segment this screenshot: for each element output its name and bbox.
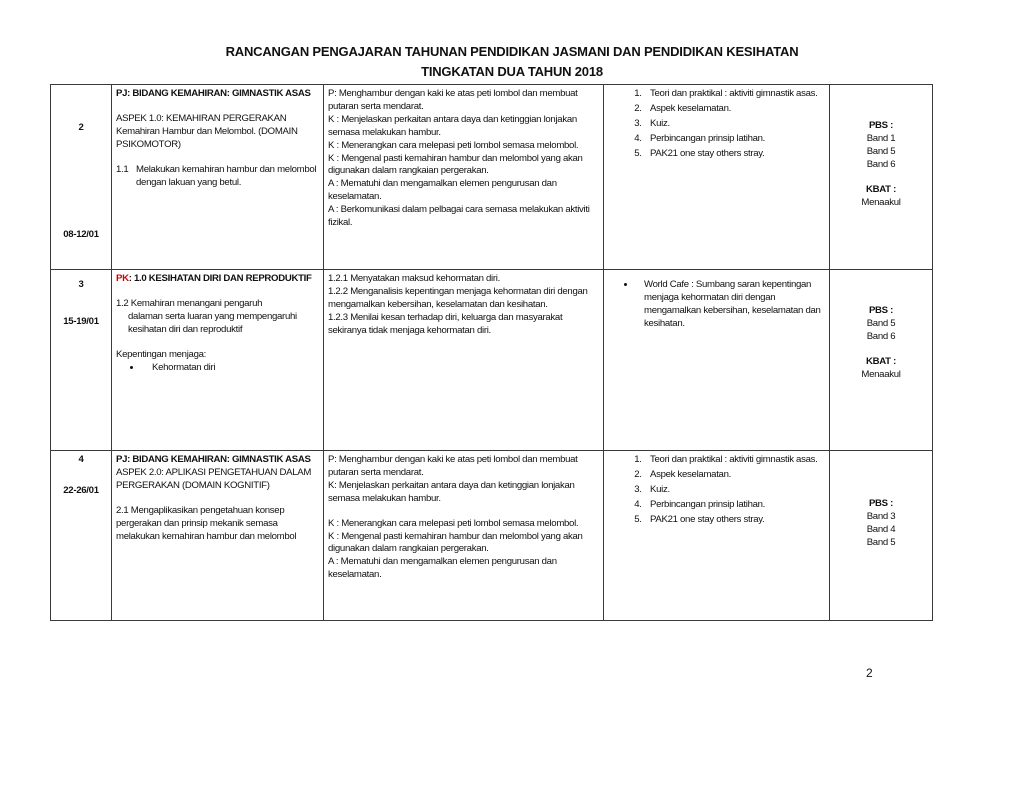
week-number: 2 xyxy=(78,122,84,133)
learning-standard: 2.1 Mengaplikasikan pengetahuan konsep pergerakan dan prinsip mekanik semasa melakukan kemahiran hambur dan melombol xyxy=(116,504,297,542)
band-item: Band 4 xyxy=(866,523,896,535)
learning-standard xyxy=(116,164,319,190)
objective-item: A : Mematuhi dan mengamalkan elemen pengurusan dan keselamatan. xyxy=(328,556,557,581)
objective-item: K : Mengenal pasti kemahiran hambur dan melombol yang akan digunakan dalam rangkaian pergerakan. xyxy=(328,530,583,555)
activity-list xyxy=(608,88,825,161)
list-item: 5. PAK21 one stay others stray. xyxy=(644,514,825,527)
objectives-cell xyxy=(324,270,604,451)
week-dates: 08-12/01 xyxy=(63,229,99,241)
activities-cell xyxy=(604,270,830,451)
pbs-label: PBS : xyxy=(868,498,894,509)
objective-item: 1.2.3 Menilai kesan terhadap diri, keluarga dan masyarakat sekiranya tidak menjaga kehormatan diri. xyxy=(328,311,563,336)
band-item: Band 6 xyxy=(866,158,896,170)
week-dates: 22-26/01 xyxy=(63,485,99,497)
topic-heading: PJ: BIDANG KEMAHIRAN: GIMNASTIK ASAS xyxy=(116,454,311,465)
learning-standard-cont: dalaman serta luaran yang mempengaruhi kesihatan diri dan reproduktif xyxy=(128,310,297,335)
list-item: • World Cafe : Sumbang saran kepentingan menjaga kehormatan diri dengan mengamalkan kebersihan, keselamatan dan kesihatan. xyxy=(636,279,825,331)
topic-heading-text: : 1.0 KESIHATAN DIRI DAN REPRODUKTIF xyxy=(128,273,312,284)
list-item: 3. Kuiz. xyxy=(644,118,825,131)
band-item: Band 5 xyxy=(866,317,896,329)
objective-item: 1.2.2 Menganalisis kepentingan menjaga kehormatan diri dengan mengamalkan kebersihan, keselamatan dan kesihatan. xyxy=(328,285,588,310)
topic-cell xyxy=(112,451,324,621)
list-item: 1. Teori dan praktikal : aktiviti gimnastik asas. xyxy=(644,454,825,467)
band-item: Band 5 xyxy=(866,145,896,157)
topic-aspect: ASPEK 2.0: APLIKASI PENGETAHUAN DALAM PERGERAKAN (DOMAIN KOGNITIF) xyxy=(116,466,312,491)
learning-standard-text: Melakukan kemahiran hambur dan melombol dengan lakuan yang betul. xyxy=(136,163,317,188)
week-dates: 15-19/01 xyxy=(63,316,99,328)
objective-item: P: Menghambur dengan kaki ke atas peti lombol dan membuat putaran serta mendarat. xyxy=(328,88,578,112)
week-cell xyxy=(51,85,112,270)
list-item: 4. Perbincangan prinsip latihan. xyxy=(644,499,825,512)
objectives-cell xyxy=(324,451,604,621)
objective-item: 1.2.1 Menyatakan maksud kehormatan diri. xyxy=(328,273,500,284)
week-cell xyxy=(51,451,112,621)
objective-item: P: Menghambur dengan kaki ke atas peti lombol dan membuat putaran serta mendarat. xyxy=(328,454,578,478)
assessment-cell xyxy=(830,270,933,451)
learning-standard-number: 1.1 xyxy=(116,163,129,175)
activities-cell xyxy=(604,85,830,270)
objective-item: K : Menjelaskan perkaitan antara daya dan ketinggian lonjakan semasa melakukan hambur. xyxy=(328,113,577,138)
topic-prefix: PK xyxy=(116,273,129,284)
list-item: 5. PAK21 one stay others stray. xyxy=(644,148,825,161)
list-item: 2. Aspek keselamatan. xyxy=(644,103,825,116)
list-item: 2. Aspek keselamatan. xyxy=(644,469,825,482)
table-row xyxy=(51,270,933,451)
assessment-cell xyxy=(830,85,933,270)
kbat-label: KBAT : xyxy=(866,183,896,195)
list-item: 4. Perbincangan prinsip latihan. xyxy=(644,133,825,146)
activity-list xyxy=(608,454,825,527)
objectives-cell xyxy=(324,85,604,270)
objective-item: K: Menjelaskan perkaitan antara daya dan ketinggian lonjakan semasa melakukan hambur. xyxy=(328,479,575,504)
assessment-cell xyxy=(830,451,933,621)
document-subtitle: TINGKATAN DUA TAHUN 2018 xyxy=(421,64,603,79)
kbat-label: KBAT : xyxy=(866,355,896,367)
objective-item: K : Menerangkan cara melepasi peti lombol semasa melombol. xyxy=(328,139,579,151)
objective-item: K : Menerangkan cara melepasi peti lombol semasa melombol. xyxy=(328,517,579,529)
objective-item: K : Mengenal pasti kemahiran hambur dan melombol yang akan digunakan dalam rangkaian pergerakan. xyxy=(328,152,583,177)
list-item: 1. Teori dan praktikal : aktiviti gimnastik asas. xyxy=(644,88,825,101)
pbs-label: PBS : xyxy=(868,305,894,316)
topic-cell xyxy=(112,85,324,270)
week-number: 3 xyxy=(78,279,84,290)
topic-cell xyxy=(112,270,324,451)
learning-standard: 1.2 Kemahiran menangani pengaruh xyxy=(116,297,263,309)
list-item: 3. Kuiz. xyxy=(644,484,825,497)
lesson-plan-table xyxy=(50,84,933,621)
topic-heading: PJ: BIDANG KEMAHIRAN: GIMNASTIK ASAS xyxy=(116,88,311,99)
topic-heading xyxy=(116,273,319,286)
activity-list xyxy=(608,279,825,331)
kbat-value: Menaakul xyxy=(861,368,901,380)
band-item: Band 5 xyxy=(866,536,896,548)
pbs-label: PBS : xyxy=(868,120,894,131)
interest-list xyxy=(116,362,319,375)
kbat-value: Menaakul xyxy=(861,196,901,208)
topic-aspect: ASPEK 1.0: KEMAHIRAN PERGERAKAN xyxy=(116,112,287,124)
table-row xyxy=(51,451,933,621)
week-cell xyxy=(51,270,112,451)
list-item: • Kehormatan diri xyxy=(142,362,319,375)
objective-item: A : Mematuhi dan mengamalkan elemen pengurusan dan keselamatan. xyxy=(328,178,557,203)
band-item: Band 1 xyxy=(866,132,896,144)
interest-label: Kepentingan menjaga: xyxy=(116,348,207,360)
document-title: RANCANGAN PENGAJARAN TAHUNAN PENDIDIKAN JASMANI DAN PENDIDIKAN KESIHATAN xyxy=(225,44,799,59)
page-number: 2 xyxy=(866,666,873,680)
band-item: Band 6 xyxy=(866,330,896,342)
week-number: 4 xyxy=(78,454,84,465)
topic-skill: Kemahiran Hambur dan Melombol. (DOMAIN PSIKOMOTOR) xyxy=(116,125,298,150)
objective-item: A : Berkomunikasi dalam pelbagai cara semasa melakukan aktiviti fizikal. xyxy=(328,204,590,229)
activities-cell xyxy=(604,451,830,621)
band-item: Band 3 xyxy=(866,510,896,522)
table-row xyxy=(51,85,933,270)
